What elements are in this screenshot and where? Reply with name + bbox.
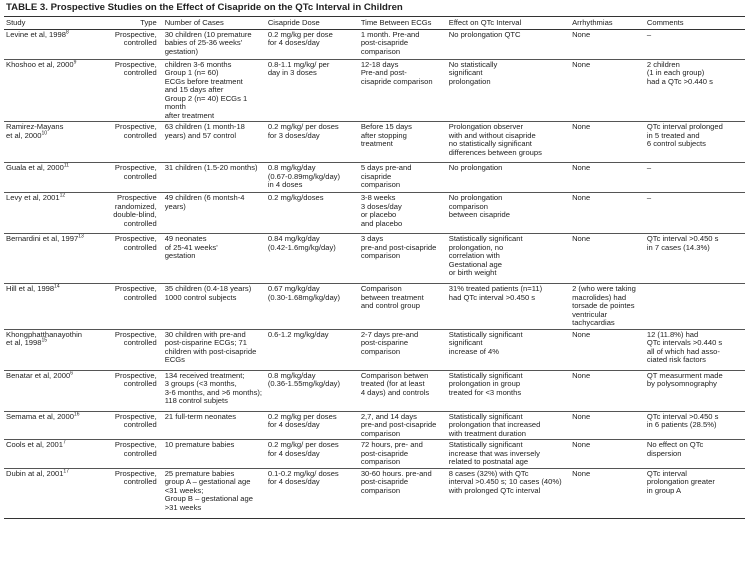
study-name: Levine et al, 1998 (6, 29, 66, 39)
table-row (4, 370, 745, 411)
cell-time: Before 15 days after stopping treatment (359, 122, 447, 163)
reference-number: 7 (63, 439, 66, 446)
cell-effect: No prolongation comparison between cisapride (447, 193, 570, 234)
cell-type: Prospective, controlled (96, 29, 163, 59)
cell-time: 30-60 hours. pre-and post-cisapride comparison (359, 468, 447, 518)
cell-comments: 2 children (1 in each group) had a QTc >0.440 s (645, 59, 745, 122)
cell-arrhythmias: None (570, 234, 645, 284)
cell-effect: Statistically significant significant increase of 4% (447, 329, 570, 370)
table-row (4, 284, 745, 330)
cell-cases: 30 children with pre-and post-cisparine ECGs; 71 children with post-cisapride ECGs (163, 329, 266, 370)
cell-type: Prospective, controlled (96, 468, 163, 518)
cell-study (4, 59, 96, 122)
table-row (4, 440, 745, 469)
table-row (4, 193, 745, 234)
study-name: Ramirez-Mayans et al, 2000 (6, 122, 64, 140)
table-row (4, 234, 745, 284)
cell-time: 12-18 days Pre-and post- cisapride comparison (359, 59, 447, 122)
cell-arrhythmias: None (570, 329, 645, 370)
cell-comments: QT measurment made by polysomnography (645, 370, 745, 411)
header-type: Type (96, 17, 163, 30)
reference-number: 12 (59, 192, 66, 199)
cell-comments: QTc interval >0.450 s in 7 cases (14.3%) (645, 234, 745, 284)
cell-type: Prospective, controlled (96, 411, 163, 440)
study-name: Levy et al, 2001 (6, 193, 60, 202)
cell-comments (645, 284, 745, 330)
cell-arrhythmias: 2 (who were taking macrolides) had torsade de pointes ventricular tachycardias (570, 284, 645, 330)
cell-type: Prospective, controlled (96, 329, 163, 370)
cell-cases: 30 children (10 premature babies of 25-36 weeks' gestation) (163, 29, 266, 59)
studies-table (4, 16, 745, 519)
cell-dose: 0.67 mg/kg/day (0.30-1.68mg/kg/day) (266, 284, 359, 330)
cell-study (4, 329, 96, 370)
cell-effect: No prolongation (447, 163, 570, 193)
cell-time: 72 hours, pre- and post-cisapride comparison (359, 440, 447, 469)
table-row (4, 29, 745, 59)
cell-time: 5 days pre-and cisapride comparison (359, 163, 447, 193)
reference-number: 16 (73, 411, 80, 417)
cell-cases: 49 children (6 montsh-4 years) (163, 193, 266, 234)
cell-arrhythmias: None (570, 411, 645, 440)
cell-time: Comparison between treatment and control group (359, 284, 447, 330)
cell-cases: 25 premature babies group A – gestational age <31 weeks; Group B – gestational age >31 weeks (163, 468, 266, 518)
cell-comments: 12 (11.8%) had QTc intervals >0.440 s all of which had asso- ciated risk factors (645, 329, 745, 370)
header-study: Study (4, 17, 96, 30)
cell-dose: 0.2 mg/kg per dose for 4 doses/day (266, 29, 359, 59)
cell-dose: 0.2 mg/kg/doses (266, 193, 359, 234)
cell-dose: 0.6-1.2 mg/kg/day (266, 329, 359, 370)
reference-number: 9 (73, 59, 77, 65)
cell-arrhythmias: None (570, 193, 645, 234)
study-name: Bernardini et al, 1997 (6, 234, 79, 243)
cell-arrhythmias: None (570, 440, 645, 469)
study-name: Khongphatthanayothin et al, 1998 (6, 329, 83, 347)
reference-number: 11 (63, 162, 70, 169)
reference-number: 15 (41, 337, 48, 344)
cell-cases: 63 children (1 month-18 years) and 57 control (163, 122, 266, 163)
cell-type: Prospective, controlled (96, 122, 163, 163)
cell-cases: 21 full-term neonates (163, 411, 266, 440)
table-row (4, 163, 745, 193)
header-arrhythmias: Arrhythmias (570, 17, 645, 30)
cell-effect: Statistically significant prolongation, no correlation with Gestational age or birth weight (447, 234, 570, 284)
cell-time: 1 month. Pre-and post-cisapride comparison (359, 29, 447, 59)
study-name: Semama et al, 2000 (6, 411, 74, 421)
cell-comments: QTc interval prolonged in 5 treated and 6 control subjects (645, 122, 745, 163)
cell-cases: 49 neonates of 25-41 weeks' gestation (163, 234, 266, 284)
header-time: Time Between ECGs (359, 17, 447, 30)
cell-type: Prospective, controlled (96, 370, 163, 411)
cell-effect: Statistically significant prolongation in group treated for <3 months (447, 370, 570, 411)
cell-type: Prospective, controlled (96, 284, 163, 330)
cell-type: Prospective, controlled (96, 234, 163, 284)
cell-time: 2,7, and 14 days pre-and post-cisapride comparison (359, 411, 447, 440)
reference-number: 17 (63, 468, 69, 474)
cell-type: Prospective, controlled (96, 440, 163, 469)
study-name: Khoshoo et al, 2000 (6, 59, 74, 69)
cell-arrhythmias: None (570, 29, 645, 59)
cell-study (4, 468, 96, 518)
study-name: Cools et al, 2001 (6, 440, 63, 449)
cell-effect: No statistically significant prolongation (447, 59, 570, 122)
cell-dose: 0.84 mg/kg/day (0.42-1.6mg/kg/day) (266, 234, 359, 284)
cell-comments: – (645, 29, 745, 59)
cell-time: Comparison betwen treated (for at least 4 days) and controls (359, 370, 447, 411)
cell-comments: QTc interval prolongation greater in group A (645, 468, 745, 518)
cell-arrhythmias: None (570, 122, 645, 163)
study-name: Benatar et al, 2000 (6, 370, 71, 380)
cell-study (4, 122, 96, 163)
cell-comments: – (645, 163, 745, 193)
cell-type: Prospective, controlled (96, 59, 163, 122)
cell-arrhythmias: None (570, 59, 645, 122)
cell-time: 3 days pre-and post-cisapride comparison (359, 234, 447, 284)
table-row (4, 122, 745, 163)
cell-arrhythmias: None (570, 163, 645, 193)
table-title: TABLE 3. Prospective Studies on the Effect of Cisapride on the QTc Interval in Children (6, 2, 403, 13)
cell-cases: 134 received treatment; 3 groups (<3 months, 3-6 months, and >6 months); 118 control subjets (163, 370, 266, 411)
cell-study (4, 163, 96, 193)
cell-arrhythmias: None (570, 468, 645, 518)
reference-number: 14 (54, 283, 60, 290)
cell-study (4, 29, 96, 59)
cell-cases: 35 children (0.4-18 years) 1000 control subjects (163, 284, 266, 330)
header-effect: Effect on QTc Interval (447, 17, 570, 30)
cell-dose: 0.1-0.2 mg/kg/ doses for 4 doses/day (266, 468, 359, 518)
cell-effect: No prolongation QTC (447, 29, 570, 59)
cell-effect: Statistically significant increase that was inversely related to postnatal age (447, 440, 570, 469)
cell-study (4, 440, 96, 469)
cell-study (4, 234, 96, 284)
study-name: Hill et al, 1998 (6, 284, 55, 293)
cell-effect: 31% treated patients (n=11) had QTc interval >0.450 s (447, 284, 570, 330)
cell-study (4, 411, 96, 440)
cell-type: Prospective, controlled (96, 163, 163, 193)
header-row (4, 17, 745, 30)
reference-number: 8 (65, 29, 69, 35)
cell-arrhythmias: None (570, 370, 645, 411)
cell-comments: No effect on QTc dispersion (645, 440, 745, 469)
cell-effect: Statistically significant prolongation that increased with treatment duration (447, 411, 570, 440)
reference-number: 13 (78, 233, 84, 240)
cell-effect: 8 cases (32%) with QTc interval >0.450 s; 10 cases (40%) with prolonged QTc interval (447, 468, 570, 518)
cell-cases: children 3-6 months Group 1 (n= 60) ECGs before treatment and 15 days after Group 2 (n= 40) ECGs 1 month after treatment (163, 59, 266, 122)
cell-study (4, 284, 96, 330)
reference-number: 6 (70, 370, 73, 376)
header-comments: Comments (645, 17, 745, 30)
cell-study (4, 370, 96, 411)
cell-comments: – (645, 193, 745, 234)
header-dose: Cisapride Dose (266, 17, 359, 30)
cell-comments: QTc interval >0.450 s in 6 patients (28.5%) (645, 411, 745, 440)
cell-dose: 0.2 mg/kg/ per doses for 3 doses/day (266, 122, 359, 163)
cell-study (4, 193, 96, 234)
cell-dose: 0.2 mg/kg/ per doses for 4 doses/day (266, 440, 359, 469)
cell-time: 2-7 days pre-and post-cisparine comparison (359, 329, 447, 370)
cell-cases: 31 children (1.5-20 months) (163, 163, 266, 193)
table-body (4, 29, 745, 518)
cell-dose: 0.8 mg/kg/day (0.36-1.55mg/kg/day) (266, 370, 359, 411)
cell-type: Prospective randomized, double-blind, controlled (96, 193, 163, 234)
cell-cases: 10 premature babies (163, 440, 266, 469)
cell-dose: 0.2 mg/kg per doses for 4 doses/day (266, 411, 359, 440)
study-name: Guala et al, 2000 (6, 163, 64, 172)
cell-time: 3-8 weeks 3 doses/day or placebo and placebo (359, 193, 447, 234)
cell-dose: 0.8 mg/kg/day (0.67-0.89mg/kg/day) in 4 doses (266, 163, 359, 193)
reference-number: 10 (41, 129, 48, 136)
table-row (4, 59, 745, 122)
study-name: Dubin at al, 2001 (6, 468, 64, 478)
header-cases: Number of Cases (163, 17, 266, 30)
cell-dose: 0.8-1.1 mg/kg/ per day in 3 doses (266, 59, 359, 122)
table-row (4, 329, 745, 370)
table-row (4, 468, 745, 518)
cell-effect: Prolongation observer with and without cisapride no statistically significant differences between groups (447, 122, 570, 163)
table-row (4, 411, 745, 440)
